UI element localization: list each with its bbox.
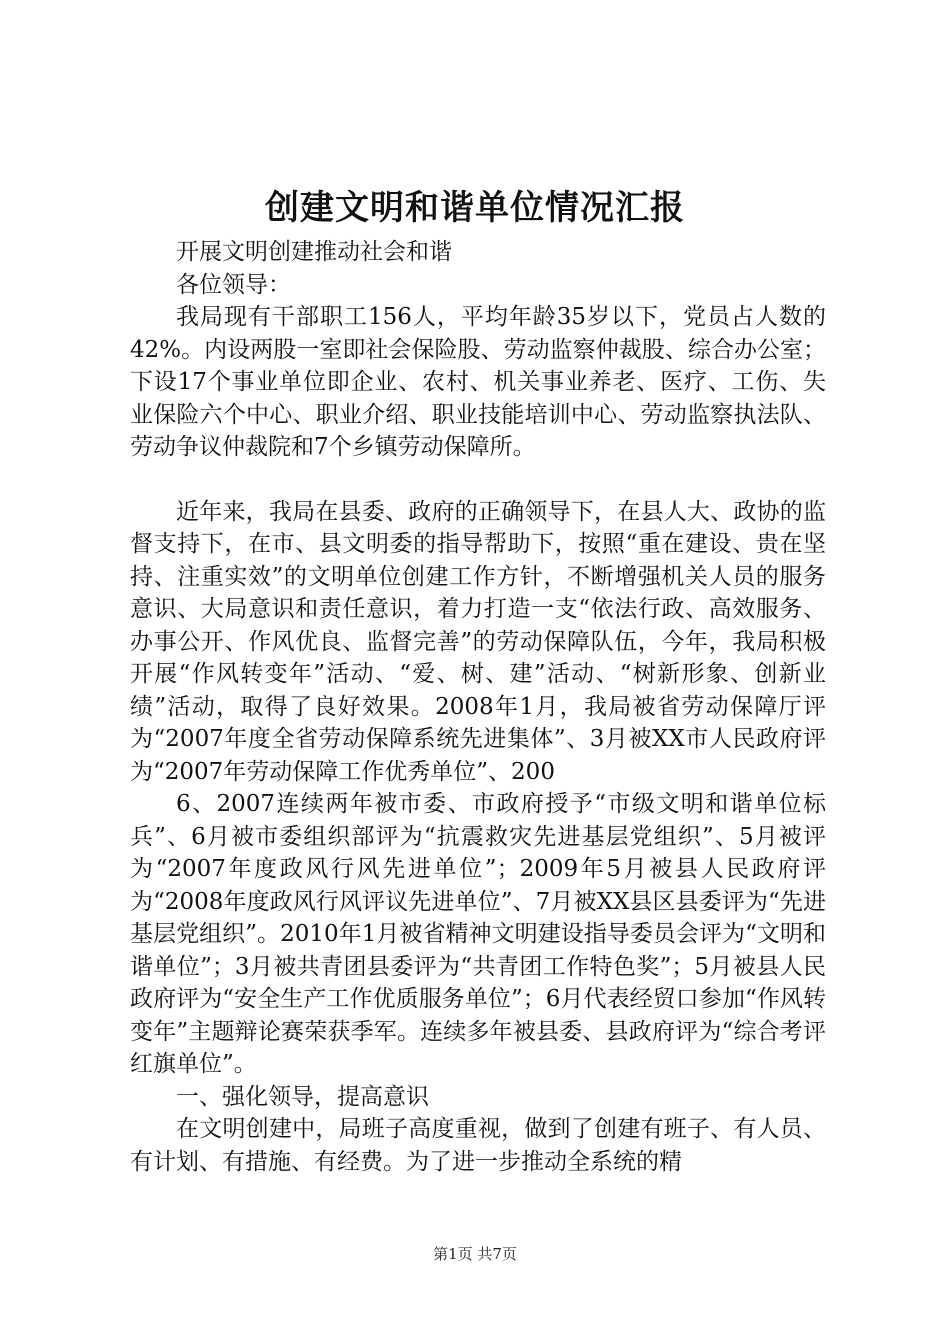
page-footer: 第1页 共7页 bbox=[433, 1245, 517, 1263]
body-paragraph: 我局现有干部职工156人，平均年龄35岁以下，党员占人数的42%。内设两股一室即社会保险股、劳动监察仲裁股、综合办公室；下设17个事业单位即企业、农村、机关事业养老、医疗、工伤、失业保险六个中心、职业介绍、职业技能培训中心、劳动监察执法队、劳动争议仲裁院和7个乡镇劳动保障所。 bbox=[130, 304, 826, 460]
salutation-paragraph: 各位领导： bbox=[176, 271, 291, 298]
body-paragraph: 在文明创建中，局班子高度重视，做到了创建有班子、有人员、有计划、有措施、有经费。为了进一步推动全系统的精 bbox=[130, 1116, 826, 1175]
body-paragraph: 近年来，我局在县委、政府的正确领导下，在县人大、政协的监督支持下，在市、县文明委的指导帮助下，按照“重在建设、贵在坚持、注重实效”的文明单位创建工作方针，不断增强机关人员的服务意识、大局意识和责任意识，着力打造一支“依法行政、高效服务、办事公开、作风优良、监督完善”的劳动保障队伍，今年，我局积极开展“作风转变年”活动、“爱、树、建”活动、“树新形象、创新业绩”活动，取得了良好效果。2008年1月，我局被省劳动保障厅评为“2007年度全省劳动保障系统先进集体”、3月被XX市人民政府评为“2007年劳动保障工作优秀单位”、200 bbox=[130, 498, 826, 785]
subtitle-paragraph: 开展文明创建推动社会和谐 bbox=[176, 239, 452, 265]
body-paragraph: 6、2007连续两年被市委、市政府授予“市级文明和谐单位标兵”、6月被市委组织部评为“抗震救灾先进基层党组织”、5月被评为“2007年度政风行风先进单位”；2009年5月被县人民政府评为“2008年度政风行风评议先进单位”、7月被XX县区县委评为“先进基层党组织”。2010年1月被省精神文明建设指导委员会评为“文明和谐单位”；3月被共青团县委评为“共青团工作特色奖”；5月被县人民政府评为“安全生产工作优质服务单位”；6月代表经贸口参加“作风转变年”主题辩论赛荣获季军。连续多年被县委、县政府评为“综合考评红旗单位”。 bbox=[130, 791, 826, 1077]
section-heading: 一、强化领导，提高意识 bbox=[176, 1083, 429, 1110]
document-body bbox=[130, 236, 826, 1178]
document-title: 创建文明和谐单位情况汇报 bbox=[265, 188, 685, 228]
